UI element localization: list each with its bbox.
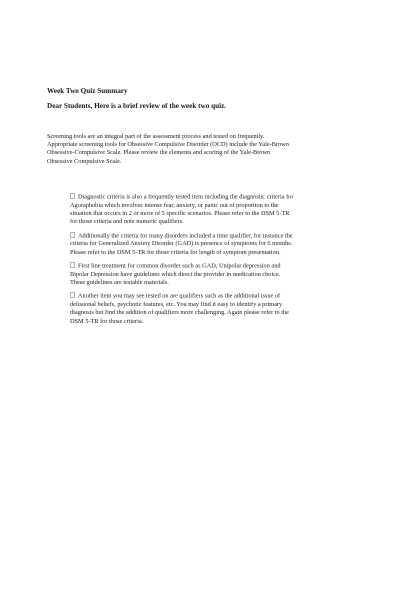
document-title: Week Two Quiz Summary xyxy=(47,87,128,95)
bullet-line: for those criteria and note numeric qualifiers. xyxy=(70,218,184,226)
bullet-line: These guidelines are testable materials. xyxy=(70,278,169,286)
bullet-item xyxy=(70,193,360,226)
bullet-line: criteria for Generalized Anxiety Disorder (GAD) is presence of symptoms for 6 months. xyxy=(70,240,293,248)
bullet-line: Another item you may see tested on are qualifiers such as the additional issue of xyxy=(78,292,281,300)
bullet-line: Agoraphobia which involves intense fear, anxiety, or panic out of proportion to the xyxy=(70,201,279,209)
intro-line: Obsessive Compulsive Scale. xyxy=(47,157,122,165)
bullet-line: delusional beliefs, psychotic features, etc. You may find it easy to identify a primary xyxy=(70,301,283,309)
bullet-line: DSM 5-TR for those criteria. xyxy=(70,317,144,325)
intro-line: Appropriate screening tools for Obsessive Compulsive Disorder (OCD) include the Yale-Brown xyxy=(47,141,289,149)
bullet-item xyxy=(70,232,360,257)
greeting: Dear Students, Here is a brief review of the week two quiz. xyxy=(47,102,227,110)
bullet-line: diagnosis but find the addition of qualifiers more challenging. Again please refer to the xyxy=(70,309,289,317)
bullet-line: Additionally the criteria for many disorders included a time qualifier, for instance the xyxy=(78,232,293,240)
square-bullet-icon xyxy=(70,193,75,199)
bullet-line: Bipolar Depression have guidelines which direct the provider in medication choice. xyxy=(70,270,281,278)
bullet-line: Diagnostic criteria is also a frequently tested item including the diagnostic criteria for xyxy=(78,193,294,201)
square-bullet-icon xyxy=(70,262,75,268)
bullet-item xyxy=(70,292,360,325)
bullet-line: situation that occurs in 2 or more of 5 specific scenarios. Please refer to the DSM 5-TR xyxy=(70,209,290,217)
square-bullet-icon xyxy=(70,292,75,298)
bullet-line: First line treatment for common disorder such as GAD, Unipolar depression and xyxy=(78,262,281,270)
bullet-line: Please refer to the DSM 5-TR for those criteria for length of symptom presentation. xyxy=(70,248,281,256)
intro-paragraph xyxy=(47,133,357,166)
intro-line: Screening tools are an integral part of the assessment process and tested on frequently. xyxy=(47,133,265,140)
bullet-item xyxy=(70,262,360,287)
intro-line: Obsessive-Compulsive Scale. Please review the elements and scoring of the Yale-Brown xyxy=(47,149,271,157)
bullet-list xyxy=(70,193,360,331)
square-bullet-icon xyxy=(70,232,75,238)
